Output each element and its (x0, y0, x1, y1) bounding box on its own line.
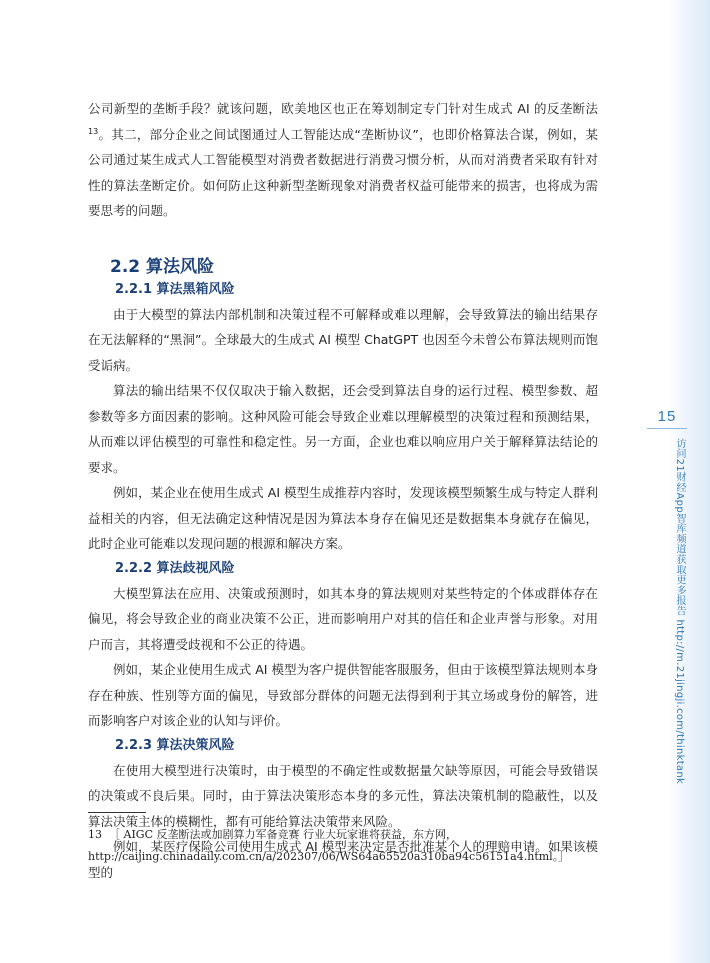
subsection-title-1: 2.2.1 算法黑箱风险 (115, 281, 235, 297)
intro-paragraph (88, 96, 598, 224)
footnote-text: ［ AIGC 反垄断法或加剧算力军备竞赛 行业大玩家谁将获益，东方网，http://caijing.chinadaily.com.cn/a/202307/06/WS64a65520a310ba94c56151a4.html。］ (88, 828, 570, 863)
paragraph: 例如，某企业在使用生成式 AI 模型生成推荐内容时，发现该模型频繁生成与特定人群利益相关的内容，但无法确定这种情况是因为算法本身存在偏见还是数据集本身就存在偏见，此时企业可能难以发现问题的根源和解决方案。 (88, 485, 598, 551)
footnote (88, 824, 598, 868)
paragraph: 由于大模型的算法内部机制和决策过程不可解释或难以理解，会导致算法的输出结果存在无法解释的“黑洞”。全球最大的生成式 AI 模型 ChatGPT 也因至今未曾公布算法规则而饱受诟病。 (88, 306, 598, 373)
main-content (88, 96, 598, 885)
intro-text-rest: 。其二，部分企业之间试图通过人工智能达成“垄断协议”，也即价格算法合谋，例如，某公司通过某生成式人工智能模型对消费者数据进行消费习惯分析，从而对消费者采取有针对性的算法垄断定价。如何防止这种新型垄断现象对消费者权益可能带来的损害，也将成为需要思考的问题。 (88, 126, 598, 218)
sidebar-vertical-text: 访问21财经App智库频道获取更多报告 http://m.21jingji.com/thinktank (674, 438, 685, 785)
page-number-rule (647, 428, 687, 429)
paragraph: 例如，某医疗保险公司使用生成式 AI 模型来决定是否批准某个人的理赔申请。如果该模型的 (88, 839, 598, 880)
footnote-divider (88, 812, 146, 813)
page-number: 15 (657, 408, 677, 425)
intro-text: 公司新型的垄断手段？就该问题，欧美地区也正在筹划制定专门针对生成式 AI 的反垄断法 (88, 101, 598, 116)
paragraph: 大模型算法在应用、决策或预测时，如其本身的算法规则对某些特定的个体或群体存在偏见，将会导致企业的商业决策不公正，进而影响用户对其的信任和企业声誉与形象。对用户而言，其将遭受歧视和不公正的待遇。 (88, 585, 598, 652)
footnote-ref: 13 (88, 126, 99, 136)
subsection-title-3: 2.2.3 算法决策风险 (115, 737, 235, 753)
paragraph: 在使用大模型进行决策时，由于模型的不确定性或数据量欠缺等原因，可能会导致错误的决策或不良后果。同时，由于算法决策形态本身的多元性，算法决策机制的隐蔽性，以及算法决策主体的模糊性，都有可能给算法决策带来风险。 (88, 762, 598, 829)
paragraph: 例如，某企业使用生成式 AI 模型为客户提供智能客服服务，但由于该模型算法规则本身存在种族、性别等方面的偏见，导致部分群体的问题无法得到利于其立场或身份的解答，进而影响客户对该企业的认知与评价。 (88, 662, 598, 728)
footnote-number: 13 (88, 828, 102, 841)
section-title: 2.2 算法风险 (110, 256, 215, 277)
subsection-title-2: 2.2.2 算法歧视风险 (115, 560, 235, 576)
paragraph: 算法的输出结果不仅仅取决于输入数据，还会受到算法自身的运行过程、模型参数、超参数等多方面因素的影响。这种风险可能会导致企业难以理解模型的决策过程和预测结果，从而难以评估模型的可靠性和稳定性。另一方面，企业也难以响应用户关于解释算法结论的要求。 (88, 383, 598, 475)
